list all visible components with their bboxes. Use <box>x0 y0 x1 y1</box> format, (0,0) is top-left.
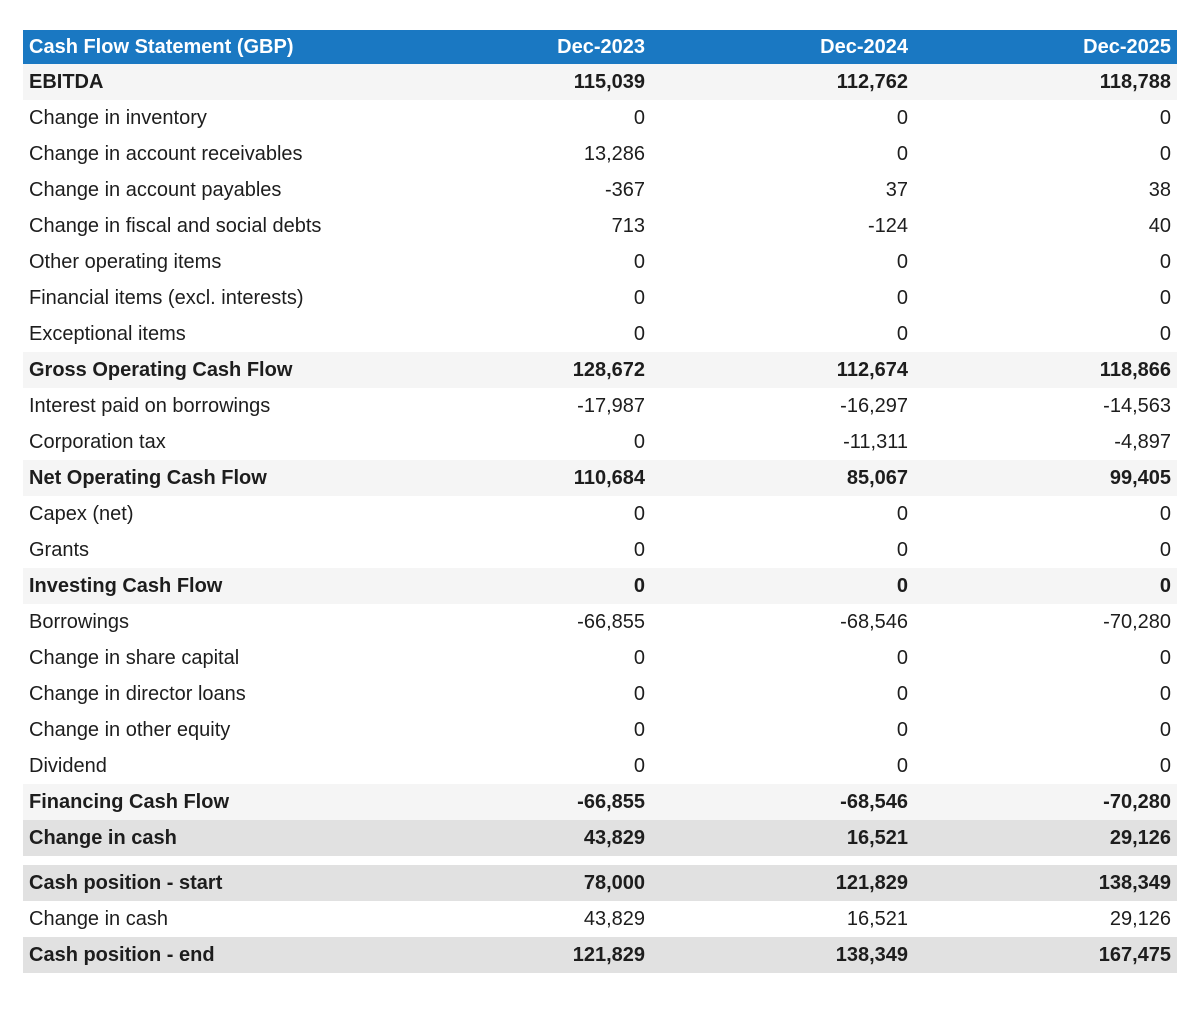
row-value: 0 <box>896 574 908 597</box>
table-header-row <box>23 30 1177 64</box>
row-value: 16,521 <box>846 826 908 849</box>
row-value: 85,067 <box>846 466 908 489</box>
row-value: 0 <box>1159 718 1171 741</box>
row-label: Corporation tax <box>29 430 166 453</box>
table-row <box>23 784 1177 820</box>
row-value: 0 <box>1159 502 1171 525</box>
row-value: 0 <box>633 754 645 777</box>
table-row <box>23 388 1177 424</box>
row-value: 115,039 <box>573 70 645 93</box>
row-value: 0 <box>633 718 645 741</box>
row-value: -16,297 <box>840 394 908 417</box>
row-value: 713 <box>611 214 645 237</box>
row-value: 138,349 <box>835 943 908 966</box>
row-value: 0 <box>1159 574 1171 597</box>
table-row <box>23 424 1177 460</box>
table-row <box>23 64 1177 100</box>
row-label: Investing Cash Flow <box>29 574 223 597</box>
row-value: 0 <box>633 250 645 273</box>
row-value: 0 <box>896 682 908 705</box>
row-value: -11,311 <box>843 430 908 453</box>
row-value: 0 <box>896 106 908 129</box>
row-label: Change in cash <box>29 826 177 849</box>
table-row <box>23 748 1177 784</box>
row-value: 0 <box>633 430 645 453</box>
row-value: -17,987 <box>577 394 645 417</box>
row-value: 0 <box>633 106 645 129</box>
column-header-dec-2024: Dec-2024 <box>651 30 914 64</box>
table-row <box>23 568 1177 604</box>
row-value: 110,684 <box>573 466 645 489</box>
row-value: 112,762 <box>836 70 908 93</box>
row-label: Change in other equity <box>29 718 231 741</box>
table-row <box>23 460 1177 496</box>
row-value: 0 <box>1159 250 1171 273</box>
row-value: 0 <box>896 646 908 669</box>
spacer-cell <box>23 856 1177 865</box>
row-label: Other operating items <box>29 250 222 273</box>
column-header-dec-2025: Dec-2025 <box>914 30 1177 64</box>
row-label: Cash position - end <box>29 943 215 966</box>
row-value: -4,897 <box>1114 430 1171 453</box>
row-value: 29,126 <box>1109 826 1171 849</box>
table-row <box>23 676 1177 712</box>
row-value: -66,855 <box>577 790 645 813</box>
row-value: 0 <box>633 502 645 525</box>
row-value: 0 <box>1159 682 1171 705</box>
row-label: Cash position - start <box>29 871 223 894</box>
table-row <box>23 937 1177 973</box>
table-row <box>23 820 1177 856</box>
table-row <box>23 208 1177 244</box>
row-label: Change in account payables <box>29 178 282 201</box>
row-value: -68,546 <box>840 790 908 813</box>
table-row <box>23 316 1177 352</box>
row-value: 0 <box>896 250 908 273</box>
row-label: Change in director loans <box>29 682 246 705</box>
row-value: 118,866 <box>1099 358 1171 381</box>
row-value: 0 <box>1159 106 1171 129</box>
row-value: 128,672 <box>572 358 645 381</box>
row-value: 0 <box>896 142 908 165</box>
row-value: 112,674 <box>836 358 908 381</box>
row-value: 0 <box>896 322 908 345</box>
row-value: -124 <box>867 214 908 237</box>
row-value: 0 <box>1159 286 1171 309</box>
row-value: -66,855 <box>577 610 645 633</box>
row-label: Change in account receivables <box>29 142 303 165</box>
row-value: 0 <box>1159 754 1171 777</box>
row-value: 0 <box>1159 538 1171 561</box>
table-row <box>23 496 1177 532</box>
row-value: 43,829 <box>583 907 645 930</box>
table-row <box>23 172 1177 208</box>
row-value: 0 <box>1159 322 1171 345</box>
row-label: Financial items (excl. interests) <box>29 286 304 309</box>
row-value: 99,405 <box>1109 466 1171 489</box>
row-value: 0 <box>633 682 645 705</box>
row-value: 0 <box>1159 142 1171 165</box>
spacer-row <box>23 856 1177 865</box>
cash-flow-statement-table <box>23 30 1177 973</box>
row-value: 167,475 <box>1098 943 1171 966</box>
row-value: 38 <box>1148 178 1171 201</box>
row-value: 0 <box>633 538 645 561</box>
row-value: 0 <box>633 646 645 669</box>
row-label: Grants <box>29 538 90 561</box>
row-value: 43,829 <box>583 826 645 849</box>
table-row <box>23 352 1177 388</box>
row-value: 121,829 <box>572 943 645 966</box>
table-title: Cash Flow Statement (GBP) <box>23 30 388 64</box>
row-value: 138,349 <box>1098 871 1171 894</box>
row-label: Gross Operating Cash Flow <box>29 358 293 381</box>
table-row <box>23 604 1177 640</box>
table-row <box>23 865 1177 901</box>
row-label: Interest paid on borrowings <box>29 394 271 417</box>
row-label: Capex (net) <box>29 502 134 525</box>
row-label: Financing Cash Flow <box>29 790 230 813</box>
column-header-dec-2023: Dec-2023 <box>388 30 651 64</box>
row-value: 13,286 <box>583 142 645 165</box>
row-value: 0 <box>896 718 908 741</box>
row-value: 29,126 <box>1109 907 1171 930</box>
row-label: Change in fiscal and social debts <box>29 214 322 237</box>
table-row <box>23 136 1177 172</box>
row-label: Change in inventory <box>29 106 207 129</box>
row-value: 0 <box>1159 646 1171 669</box>
table-row <box>23 100 1177 136</box>
row-label: Change in share capital <box>29 646 240 669</box>
row-label: Net Operating Cash Flow <box>29 466 267 489</box>
row-value: 0 <box>633 286 645 309</box>
row-value: -70,280 <box>1103 790 1171 813</box>
row-value: -70,280 <box>1103 610 1171 633</box>
row-value: 16,521 <box>846 907 908 930</box>
row-label: Exceptional items <box>29 322 186 345</box>
table-row <box>23 244 1177 280</box>
row-value: 37 <box>885 178 908 201</box>
row-value: -68,546 <box>840 610 908 633</box>
row-value: 40 <box>1148 214 1171 237</box>
row-value: 118,788 <box>1099 70 1171 93</box>
row-label: Borrowings <box>29 610 130 633</box>
row-value: 0 <box>633 322 645 345</box>
row-label: Dividend <box>29 754 107 777</box>
row-label: EBITDA <box>29 70 104 93</box>
table-row <box>23 712 1177 748</box>
row-value: 0 <box>896 502 908 525</box>
row-value: 0 <box>896 754 908 777</box>
row-value: 78,000 <box>583 871 645 894</box>
row-value: 0 <box>896 538 908 561</box>
row-value: 0 <box>633 574 645 597</box>
table-row <box>23 280 1177 316</box>
row-value: 0 <box>896 286 908 309</box>
row-value: 121,829 <box>835 871 908 894</box>
row-label: Change in cash <box>29 907 168 930</box>
table-row <box>23 640 1177 676</box>
row-value: -367 <box>604 178 645 201</box>
table-row <box>23 532 1177 568</box>
table-row <box>23 901 1177 937</box>
row-value: -14,563 <box>1103 394 1171 417</box>
